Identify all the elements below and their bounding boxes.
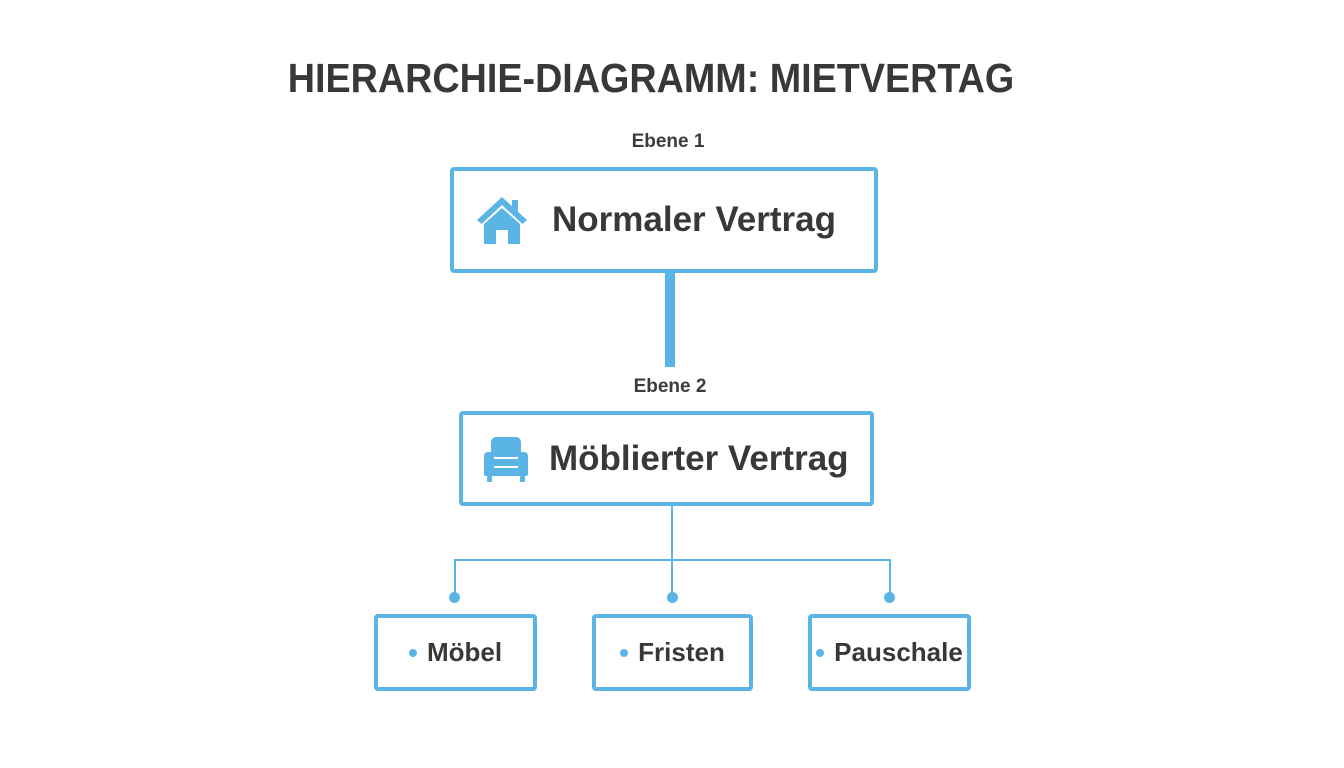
level-2-label: Ebene 2 xyxy=(633,376,707,397)
node-normaler-vertrag xyxy=(450,167,878,273)
connector-level1-level2 xyxy=(665,273,675,367)
level-1-label: Ebene 1 xyxy=(631,131,705,152)
connector-dot xyxy=(884,592,895,603)
child-label: Pauschale xyxy=(834,637,963,667)
child-node-fristen xyxy=(592,614,753,691)
node-label: Möblierter Vertrag xyxy=(549,438,849,478)
node-moeblierter-vertrag xyxy=(459,411,874,506)
bullet-icon xyxy=(620,649,628,657)
connector-dot xyxy=(449,592,460,603)
node-label: Normaler Vertrag xyxy=(552,200,837,239)
house-icon xyxy=(474,194,530,246)
connector-dot xyxy=(667,592,678,603)
connector-branch xyxy=(454,559,891,561)
child-node-pauschale xyxy=(808,614,971,691)
child-node-moebel xyxy=(374,614,537,691)
child-label: Fristen xyxy=(638,637,725,667)
diagram-title: HIERARCHIE-DIAGRAMM: MIETVERTAG xyxy=(287,55,1015,101)
bullet-icon xyxy=(816,649,824,657)
armchair-icon xyxy=(481,434,531,484)
connector-trunk xyxy=(671,506,673,598)
bullet-icon xyxy=(409,649,417,657)
child-label: Möbel xyxy=(426,637,503,667)
